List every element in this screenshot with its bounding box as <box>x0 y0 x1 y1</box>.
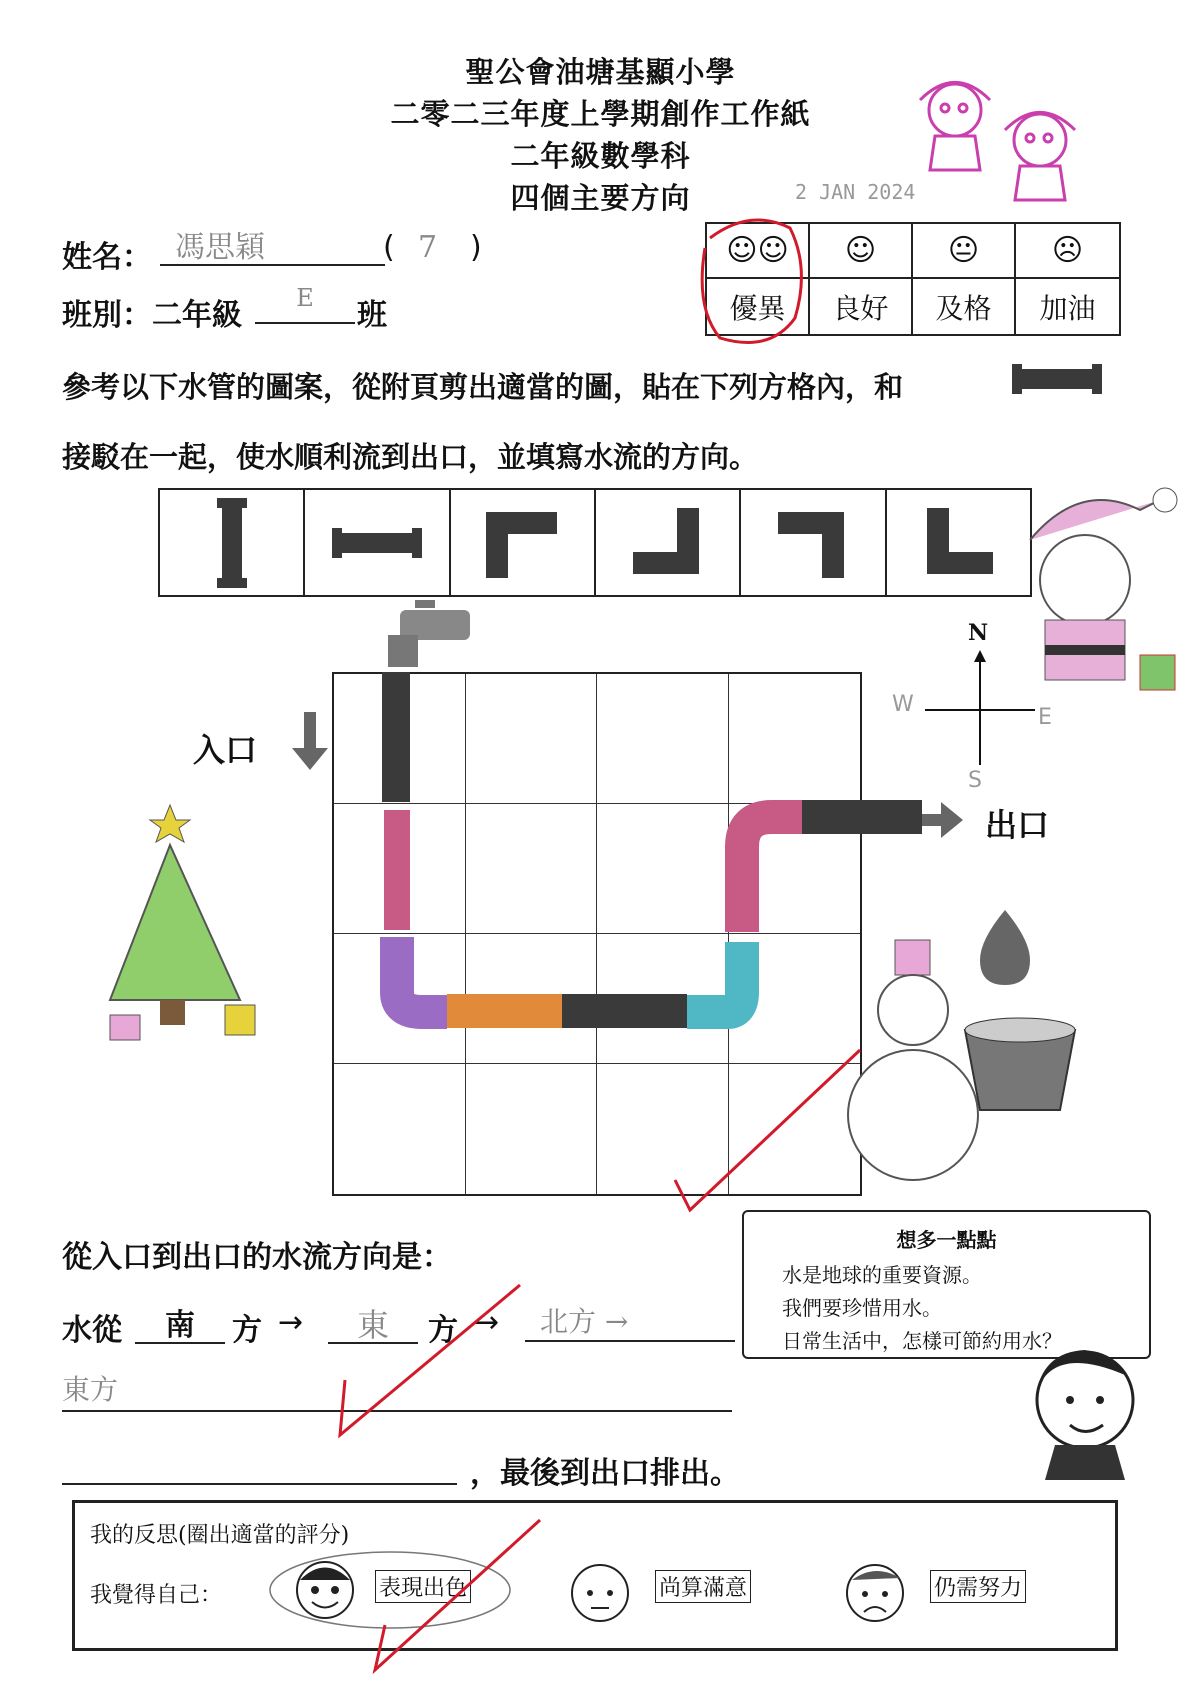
compass-w: W <box>892 692 914 717</box>
date-stamp: 2 JAN 2024 <box>795 180 916 204</box>
reflection-prompt: 我覺得自己： <box>90 1583 223 1608</box>
question-label: 從入口到出口的水流方向是： <box>62 1240 452 1275</box>
tip-scroll <box>742 1210 1151 1359</box>
sticker-stamp-icon <box>900 70 1120 210</box>
answer-fang-1: 方 <box>232 1313 262 1348</box>
reflection-title: 我的反思(圈出適當的評分) <box>90 1523 350 1548</box>
class-suffix: 班 <box>357 298 387 333</box>
class-number-close: ) <box>470 230 482 265</box>
rating-pass[interactable]: 及格 <box>913 279 1016 334</box>
answer-fang-2: 方 <box>428 1313 458 1348</box>
pipe-pieces-strip <box>158 488 1032 597</box>
good-face-icon: ☺ <box>810 224 913 279</box>
pipe-piece-elbow-2 <box>596 490 741 595</box>
reflection-option-excellent[interactable]: 表現出色 <box>375 1570 471 1603</box>
class-number-field[interactable]: 7 <box>418 230 438 265</box>
rating-try-harder[interactable]: 加油 <box>1039 291 1096 325</box>
pipe-piece-elbow-1 <box>451 490 596 595</box>
instruction-line-1: 參考以下水管的圖案，從附頁剪出適當的圖，貼在下列方格內，和 <box>62 370 904 404</box>
compass-s: S <box>968 768 982 793</box>
tip-title: 想多一點點 <box>896 1228 997 1252</box>
tip-line-1: 水是地球的重要資源。 <box>782 1263 982 1287</box>
answer-arrow-1: → <box>278 1305 304 1340</box>
school-name: 聖公會油塘基顯小學 <box>465 55 736 89</box>
teacher-circle-mark <box>690 208 820 358</box>
exit-label: 出口 <box>985 806 1050 844</box>
class-label: 班別：二年級 <box>62 298 242 333</box>
instruction-line-2: 接駁在一起，使水順利流到出口，並填寫水流的方向。 <box>62 440 759 474</box>
worksheet-title: 二零二三年度上學期創作工作紙 <box>390 97 811 131</box>
teacher-check-mark-2 <box>330 1280 530 1450</box>
entrance-label: 入口 <box>193 731 258 769</box>
pipe-piece-vertical <box>160 490 305 595</box>
straight-pipe-icon <box>1010 360 1105 400</box>
rating-good[interactable]: 良好 <box>810 279 913 334</box>
compass-n: N <box>968 620 989 646</box>
excellent-face-icon: ☺☺ <box>707 224 810 279</box>
answer-blank-5[interactable] <box>62 1445 457 1485</box>
class-number-open: ( <box>383 230 395 265</box>
rating-excellent[interactable]: 優異 <box>707 279 810 334</box>
answer-direction-4[interactable]: 東方 <box>62 1368 732 1412</box>
teacher-check-mark-1 <box>660 1020 880 1240</box>
faucet-icon <box>380 595 470 675</box>
teacher-check-mark-3 <box>360 1515 560 1675</box>
tip-line-3: 日常生活中，怎樣可節約用水？ <box>782 1329 1062 1353</box>
subject-line: 二年級數學科 <box>510 139 691 173</box>
answer-direction-3[interactable]: 北方 → <box>525 1300 735 1342</box>
neutral-face-icon <box>565 1558 635 1628</box>
answer-prefix: 水從 <box>62 1313 122 1348</box>
christmas-tree-drawing-icon <box>90 800 280 1070</box>
topic-line: 四個主要方向 <box>510 181 691 215</box>
tip-line-2: 我們要珍惜用水。 <box>782 1296 942 1320</box>
answer-ending: ，最後到出口排出。 <box>470 1456 740 1491</box>
try-harder-face-icon: ☹ <box>1016 224 1119 279</box>
name-label: 姓名： <box>62 240 152 275</box>
name-field[interactable]: 馮思穎 <box>160 222 385 266</box>
class-field[interactable]: E <box>255 284 355 324</box>
reflection-option-needs-effort[interactable]: 仍需努力 <box>930 1570 1026 1603</box>
pass-face-icon: 😐 <box>913 224 1016 279</box>
entrance-down-arrow-icon <box>290 712 330 772</box>
pipe-piece-horizontal <box>305 490 450 595</box>
worried-face-icon <box>840 1558 910 1628</box>
reflection-option-satisfactory[interactable]: 尚算滿意 <box>655 1570 751 1603</box>
answer-direction-2[interactable]: 東 <box>328 1300 418 1344</box>
answer-arrow-2: → <box>474 1305 500 1340</box>
boy-cartoon-icon <box>1015 1340 1135 1490</box>
water-bucket-icon <box>955 900 1095 1120</box>
compass-e: E <box>1038 705 1052 730</box>
pipe-piece-elbow-3 <box>741 490 886 595</box>
answer-direction-1[interactable]: 南 <box>135 1300 225 1344</box>
